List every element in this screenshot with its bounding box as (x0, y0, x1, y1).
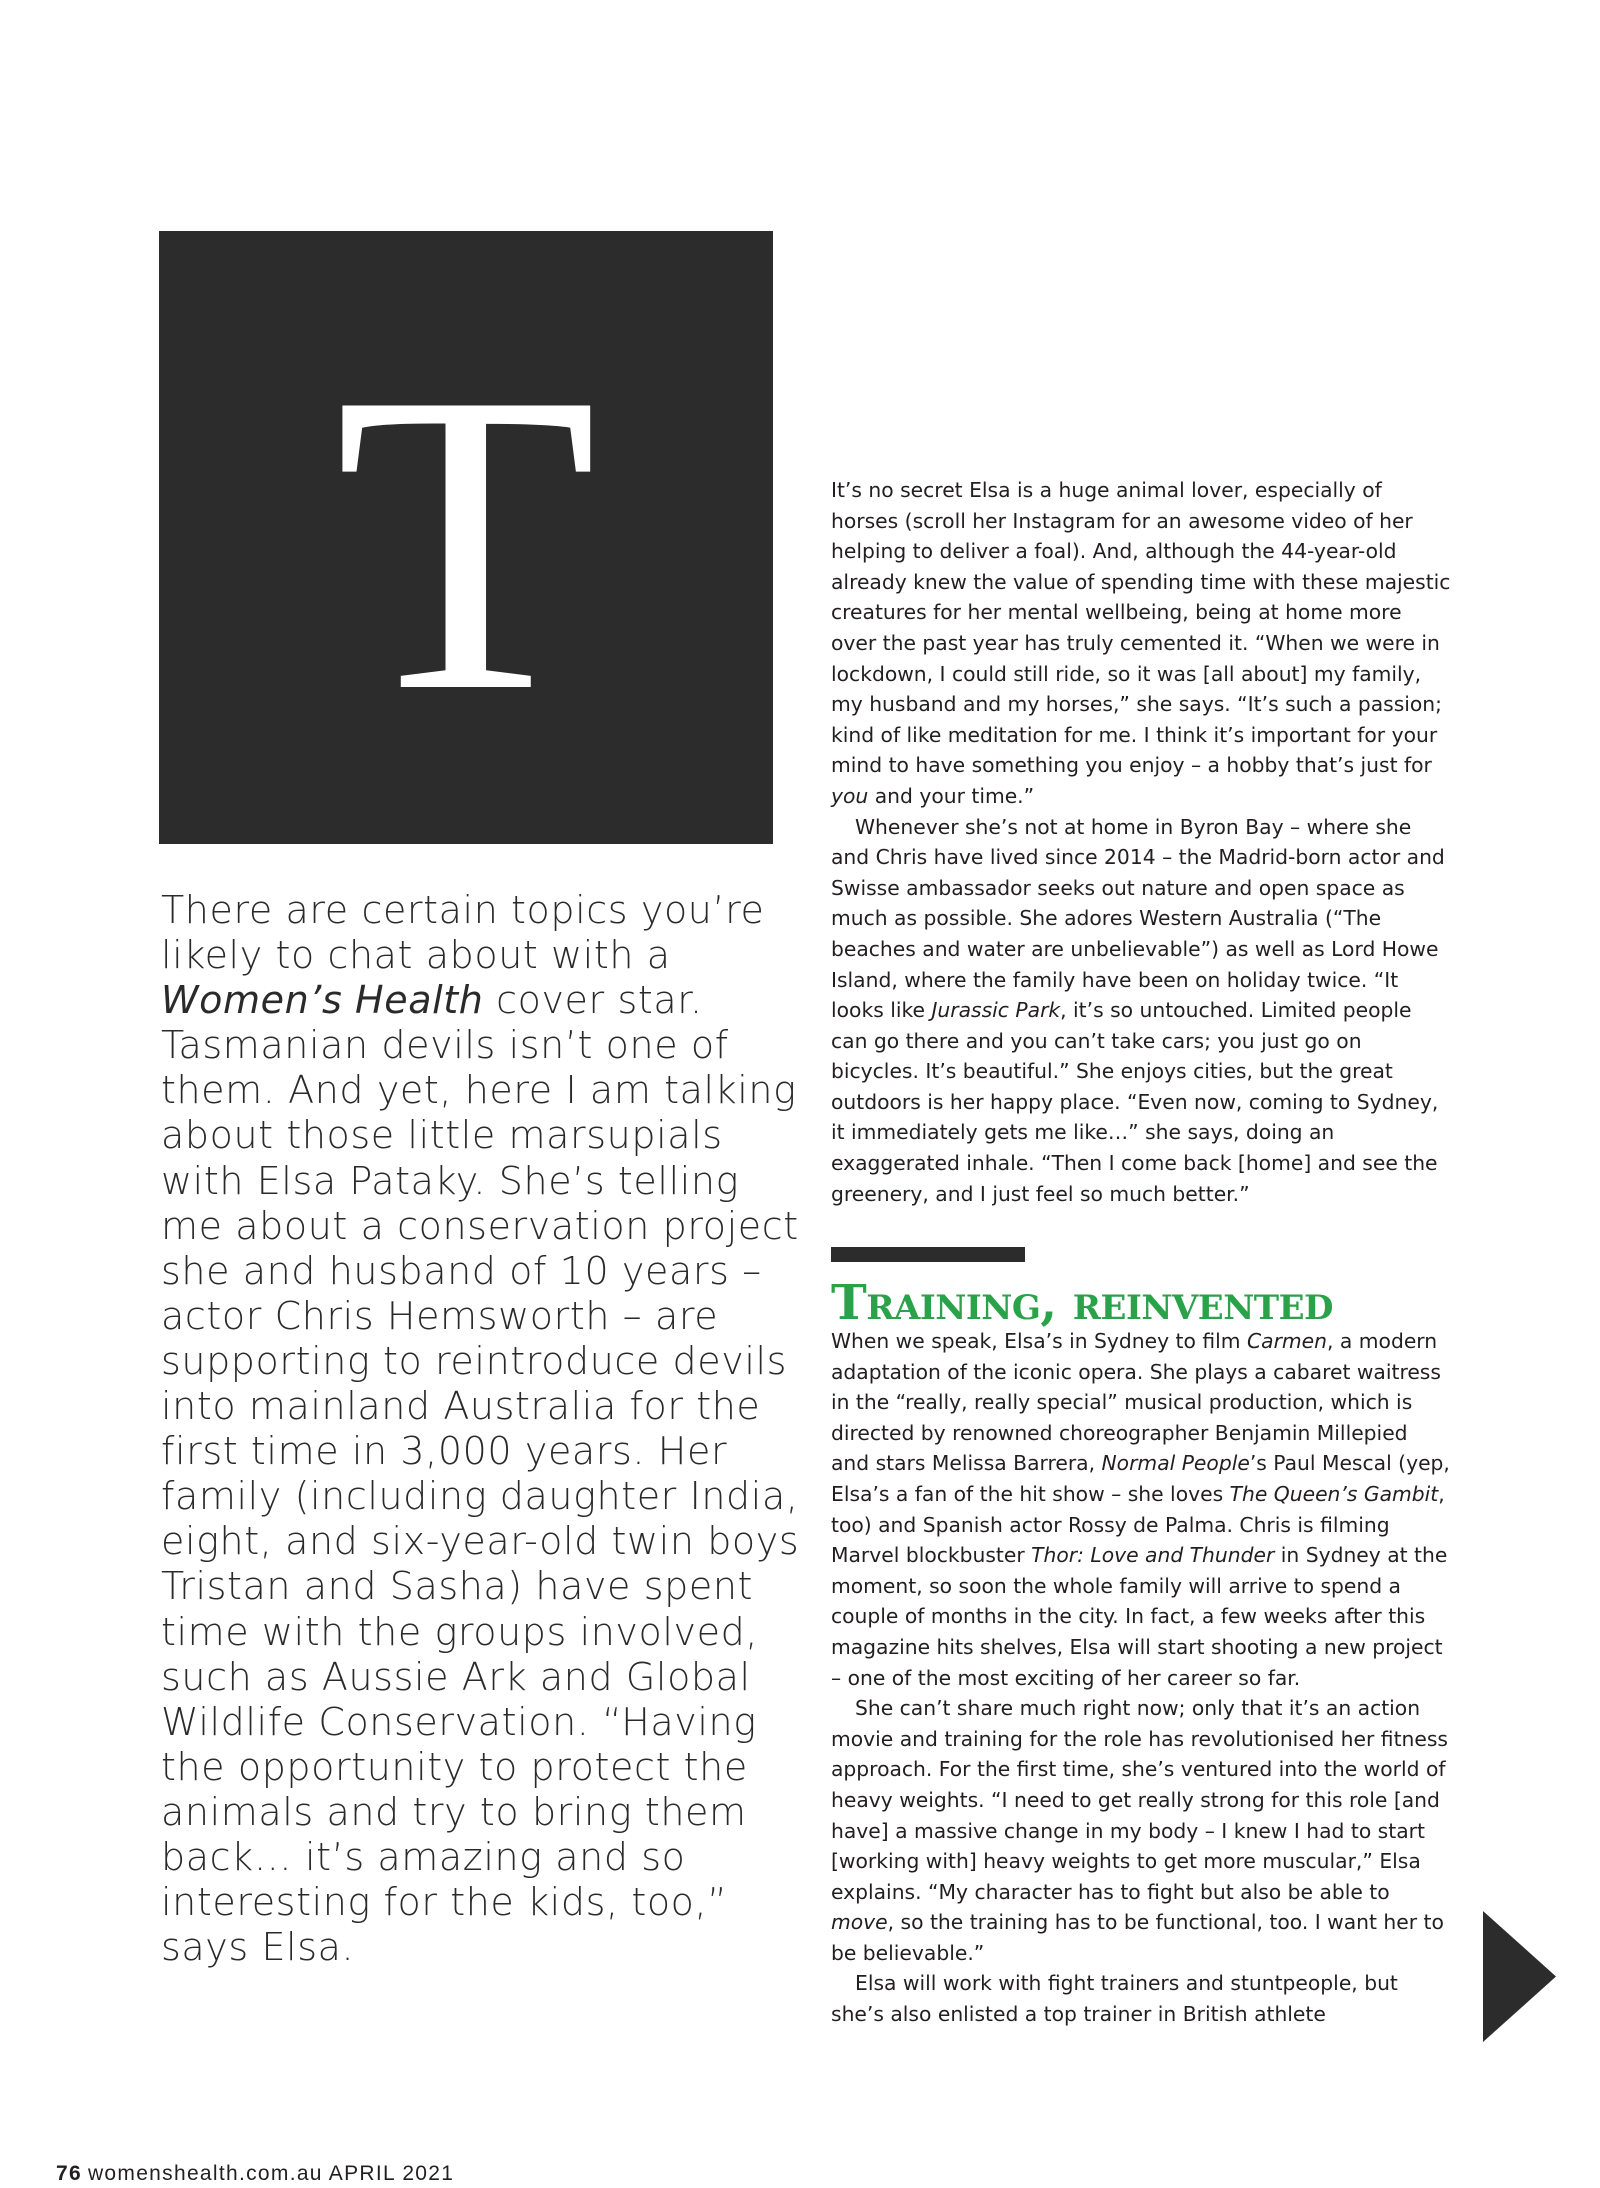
emphasis: The Queen’s Gambit (1229, 1481, 1439, 1506)
page-number: 76 (56, 2162, 82, 2185)
play-triangle-icon[interactable] (1483, 1911, 1556, 2042)
text-run: , so the training has to be functional, too. I want her to be believable.” (831, 1910, 1444, 1965)
intro-text-b: cover star. Tasmanian devils isn’t one of them. And yet, here I am talking about those little marsupials with Elsa Pataky. She’s telling me about a conservation project she and husband of 10 years – actor Chris Hemsworth – are supporting to reintroduce devils into mainland Australia for the first time in 3,000 years. Her family (including daughter India, eight, and six-year-old twin boys Tristan and Sasha) have spent time with the groups involved, such as Aussie Ark and Global Wildlife Conservation. “Having the opportunity to protect the animals and try to bring them back… it’s amazing and so interesting for the kids, too,” says Elsa. (161, 978, 800, 1970)
emphasis: move (831, 1910, 888, 1935)
magazine-name: Women’s Health (161, 978, 484, 1023)
body-column-top (831, 475, 1451, 1209)
body-column-bottom (831, 1326, 1451, 2030)
drop-cap-letter: T (334, 304, 598, 781)
body-paragraph (831, 1326, 1451, 1693)
intro-text (161, 888, 801, 1970)
text-run: , it’s so untouched. Limited people can go there and you can’t take cars; you just go on bicycles. It’s beautiful.” She enjoys cities, but the great outdoors is her happy place. “Even now, coming to Sydney, it immediately gets me like…” she says, doing an exaggerated inhale. “Then I come back [home] and see the greenery, and I just feel so much better.” (831, 998, 1439, 1206)
page-footer (56, 2162, 454, 2186)
emphasis: Thor: Love and Thunder (1031, 1543, 1275, 1568)
section-rule (831, 1247, 1025, 1262)
text-run: , a modern adaptation of the iconic opera. She plays a cabaret waitress in the “really, really special” musical production, which is directed by renowned choreographer Benjamin Millepied and stars Melissa Barrera, (831, 1329, 1441, 1476)
body-paragraph (831, 475, 1451, 812)
body-paragraph: Elsa will work with fight trainers and stuntpeople, but she’s also enlisted a top trainer in British athlete (831, 1971, 1398, 2027)
emphasis: Normal People (1101, 1451, 1250, 1476)
text-run: and your time.” (868, 783, 1035, 808)
text-run: in Sydney at the moment, so soon the whole family will arrive to spend a couple of months in the city. In fact, a few weeks after this magazine hits shelves, Elsa will start shooting a new project – one of the most exciting of her career so far. (831, 1543, 1448, 1690)
body-paragraph (831, 1693, 1451, 1968)
section-heading: Training, reinvented (831, 1275, 1334, 1331)
emphasis: Carmen (1246, 1329, 1328, 1353)
emphasis: you (831, 783, 869, 808)
intro-paragraph (161, 888, 801, 1970)
footer-site: womenshealth.com.au (87, 2162, 323, 2185)
text-run: When we speak, Elsa’s in Sydney to film (831, 1329, 1247, 1353)
drop-cap-block (159, 231, 773, 844)
text-run: She can’t share much right now; only that it’s an action movie and training for the role has revolutionised her fitness approach. For the first time, she’s ventured into the world of heavy weights. “I need to get really strong for this role [and have] a massive change in my body – I knew I had to start [working with] heavy weights to get more muscular,” Elsa explains. “My character has to fight but also be able to (831, 1696, 1448, 1904)
text-run: Whenever she’s not at home in Byron Bay – where she and Chris have lived since 2014 – the Madrid-born actor and Swisse ambassador seeks out nature and open space as much as possible. She adores Western Australia (“The beaches and water are unbelievable”) as well as Lord Howe Island, where the family have been on holiday twice. “It looks like (831, 814, 1445, 1023)
footer-issue: APRIL 2021 (328, 2162, 455, 2185)
intro-text-a: There are certain topics you’re likely to chat about with a (161, 888, 765, 978)
text-run: ’s Paul Mescal (yep, Elsa’s a fan of the hit show – she loves (831, 1451, 1450, 1506)
emphasis: Jurassic Park (931, 998, 1061, 1023)
body-paragraph (831, 812, 1451, 1210)
text-run: , too) and Spanish actor Rossy de Palma. Chris is filming Marvel blockbuster (831, 1481, 1445, 1568)
text-run: It’s no secret Elsa is a huge animal lover, especially of horses (scroll her Instagram for an awesome video of her helping to deliver a foal). And, although the 44-year-old already knew the value of spending time with these majestic creatures for her mental wellbeing, being at home more over the past year has truly cemented it. “When we were in lockdown, I could still ride, so it was [all about] my family, my husband and my horses,” she says. “It’s such a passion; kind of like meditation for me. I think it’s important for your mind to have something you enjoy – a hobby that’s just for (831, 478, 1451, 778)
